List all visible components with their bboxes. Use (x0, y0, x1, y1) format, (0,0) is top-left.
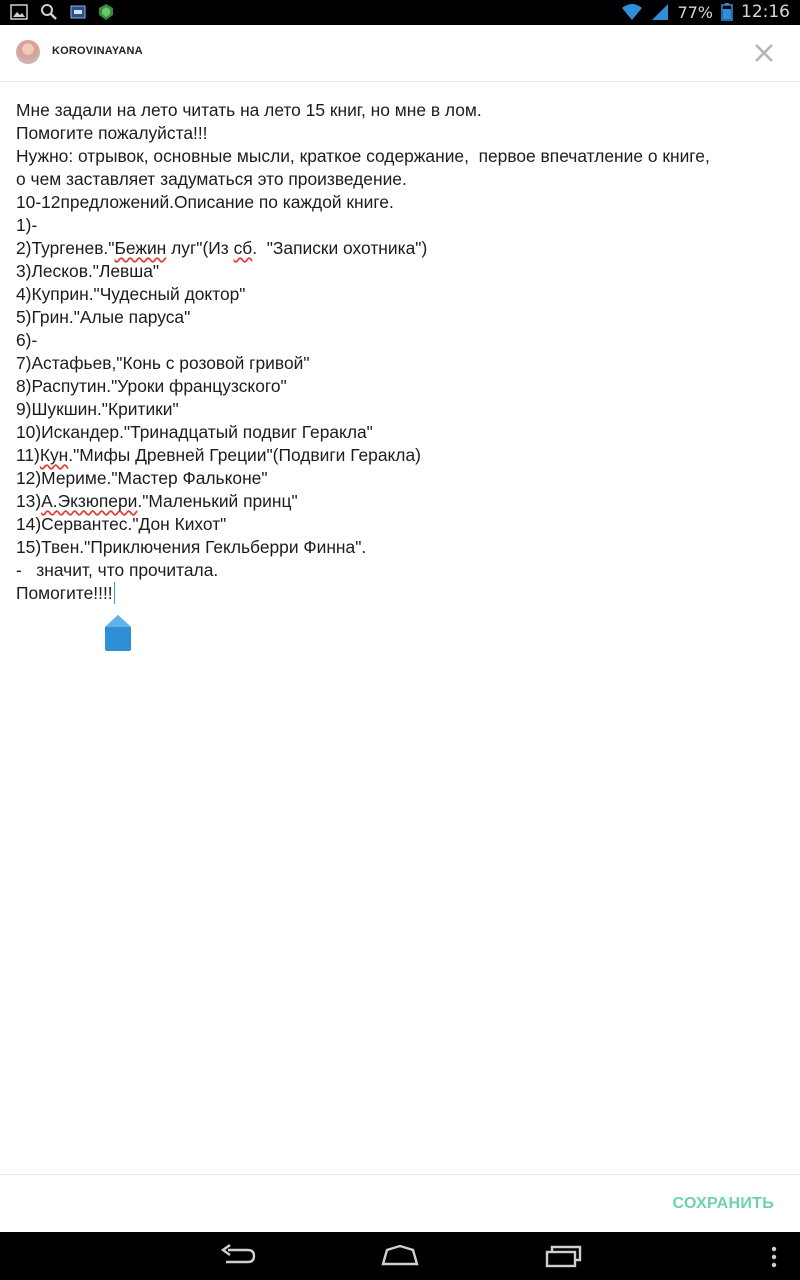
wifi-icon (621, 3, 643, 21)
save-button[interactable]: СОХРАНИТЬ (672, 1195, 774, 1212)
home-icon[interactable] (380, 1244, 420, 1268)
avatar[interactable] (16, 40, 40, 64)
spelling-error[interactable]: Кун (39, 445, 69, 465)
text-line: Помогите!!!! (16, 583, 113, 603)
search-icon (40, 3, 58, 21)
close-button[interactable] (752, 39, 776, 67)
text-line: - значит, что прочитала. (16, 560, 219, 580)
text-line: 14)Сервантес."Дон Кихот" (16, 514, 227, 534)
cursor-handle[interactable] (105, 615, 131, 651)
spelling-error[interactable]: А.Экзюпери (41, 491, 138, 511)
text-line: 6)- (16, 330, 38, 350)
text-line: 5)Грин."Алые паруса" (16, 307, 191, 327)
text-line: 9)Шукшин."Критики" (16, 399, 179, 419)
text-line: 15)Твен."Приключения Гекльберри Финна". (16, 537, 367, 557)
menu-icon[interactable] (770, 1246, 778, 1268)
recent-apps-icon[interactable] (544, 1244, 584, 1268)
text-line: Мне задали на лето читать на лето 15 книг, но мне в лом. (16, 100, 482, 120)
image-icon (10, 4, 28, 20)
battery-percent: 77% (677, 2, 713, 22)
text-line: 13)А.Экзюпери."Маленький принц" (16, 491, 298, 511)
text-line: 3)Лесков."Левша" (16, 261, 160, 281)
action-bar (0, 1174, 800, 1233)
shield-icon (98, 3, 114, 21)
text-line: 12)Мериме."Мастер Фальконе" (16, 468, 268, 488)
close-icon (754, 43, 774, 63)
post-header (0, 25, 800, 82)
text-cursor (114, 582, 115, 604)
post-text-editor[interactable] (16, 99, 786, 605)
text-line: 10-12предложений.Описание по каждой книге. (16, 192, 394, 212)
text-line: Помогите пожалуйста!!! (16, 123, 208, 143)
username[interactable]: KOROVINAYANA (52, 45, 143, 57)
clock: 12:16 (741, 2, 790, 22)
spelling-error[interactable]: Бежин (114, 238, 167, 258)
text-line: 1)- (16, 215, 38, 235)
text-line: 7)Астафьев,"Конь с розовой гривой" (16, 353, 310, 373)
spelling-error[interactable]: сб (233, 238, 253, 258)
status-bar (0, 0, 800, 25)
text-line: 8)Распутин."Уроки французского" (16, 376, 287, 396)
text-line: 2)Тургенев."Бежин луг"(Из сб. "Записки охотника") (16, 238, 428, 258)
text-line: о чем заставляет задуматься это произведение. (16, 169, 407, 189)
battery-icon (721, 3, 733, 21)
signal-icon (651, 3, 669, 21)
navigation-bar (0, 1232, 800, 1280)
text-line: Нужно: отрывок, основные мысли, краткое содержание, первое впечатление о книге, (16, 146, 710, 166)
back-icon[interactable] (218, 1244, 258, 1268)
app-icon (70, 4, 86, 20)
text-line: 11)Кун."Мифы Древней Греции"(Подвиги Геракла) (16, 445, 421, 465)
text-line: 10)Искандер."Тринадцатый подвиг Геракла" (16, 422, 373, 442)
text-line: 4)Куприн."Чудесный доктор" (16, 284, 246, 304)
